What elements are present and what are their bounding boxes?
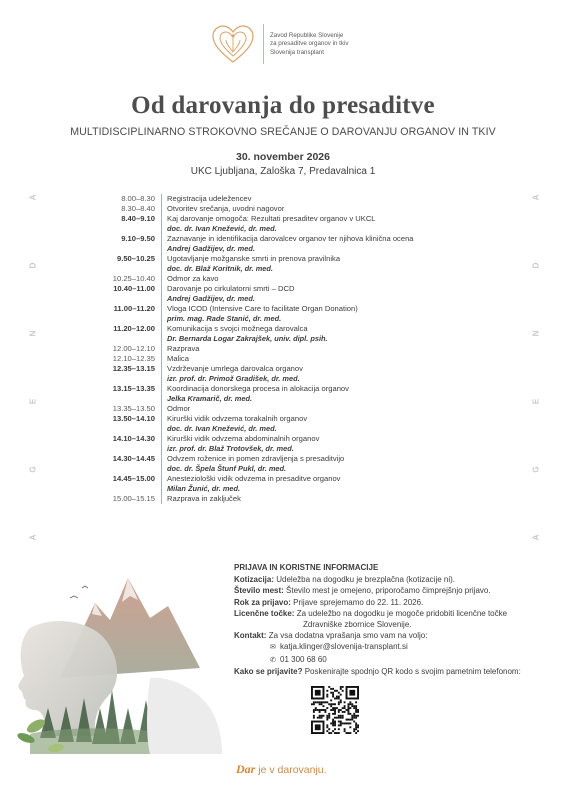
side-letter: E (531, 398, 541, 405)
illustration-woman-mountains (0, 558, 240, 758)
info-kotizacija: Kotizacija: Udeležba na dogodku je brezplačna (kotizacije ni). (234, 575, 456, 585)
event-date: 30. november 2026 (236, 151, 330, 163)
agenda-topic: Koordinacija donorskega procesa in alokacija organov (167, 384, 349, 393)
agenda-time: 14.30–14.45 (112, 454, 155, 463)
agenda-item (95, 364, 475, 384)
event-venue: UKC Ljubljana, Zaloška 7, Predavalnica 1 (190, 166, 376, 177)
agenda-time: 13.15–13.35 (112, 384, 155, 393)
agenda-topic: Vzdrževanje umrlega darovalca organov (167, 364, 303, 373)
agenda-details (162, 344, 475, 354)
agenda-speaker: doc. dr. Blaž Koritnik, dr. med. (167, 264, 273, 273)
agenda-details (162, 384, 475, 404)
agenda-details (162, 274, 475, 284)
agenda-speaker: Andrej Gadžijev, dr. med. (167, 294, 255, 303)
info-prijava: Kako se prijavite? Poskenirajte spodnjo QR kodo s svojim pametnim telefonom: (234, 666, 521, 676)
agenda-details (162, 284, 475, 304)
agenda-details (162, 354, 475, 364)
agenda-details (162, 254, 475, 274)
agenda-details (162, 404, 475, 414)
agenda-details (162, 234, 475, 254)
info-box (234, 562, 544, 677)
side-letter: G (28, 466, 38, 473)
agenda-time: 13.50–14.10 (112, 414, 155, 423)
agenda-time: 14.45–15.00 (112, 474, 155, 483)
agenda-item (95, 404, 475, 414)
slogan: Dar je v darovanju. (236, 762, 327, 776)
info-heading: PRIJAVA IN KORISTNE INFORMACIJE (234, 563, 379, 572)
agenda-time: 12.35–13.15 (112, 364, 155, 373)
agenda-speaker: izr. prof. dr. Primož Gradišek, dr. med. (167, 374, 300, 383)
agenda-details (162, 364, 475, 384)
side-letter: E (28, 398, 38, 405)
agenda-time: 10.25–10.40 (112, 274, 155, 283)
agenda-item (95, 304, 475, 324)
agenda-topic: Kirurški vidik odvzema torakalnih organov (167, 414, 308, 423)
agenda-item (95, 494, 475, 504)
agenda-topic: Malica (167, 354, 189, 363)
agenda-item (95, 254, 475, 274)
agenda-time: 8.40–9.10 (121, 214, 155, 223)
agenda-item (95, 214, 475, 234)
agenda-item (95, 274, 475, 284)
info-phone: ✆ 01 300 68 60 (234, 654, 544, 666)
side-label-right (529, 193, 543, 548)
agenda-item (95, 234, 475, 254)
envelope-icon: ✉ (270, 644, 276, 652)
agenda-details (162, 494, 475, 504)
side-letter: A (28, 194, 38, 201)
agenda-speaker: doc. dr. Ivan Knežević, dr. med. (167, 224, 277, 233)
side-letter: N (531, 330, 541, 337)
agenda-speaker: Andrej Gadžijev, dr. med. (167, 244, 255, 253)
agenda-speaker: Dr. Bernarda Logar Zakrajšek, univ. dipl. psih. (167, 334, 328, 343)
agenda-time: 8.00–8.30 (121, 194, 155, 203)
agenda-topic: Kaj darovanje omogoča: Rezultati presaditev organov v UKCL (167, 214, 376, 223)
agenda-time: 10.40–11.00 (113, 284, 155, 293)
agenda-item (95, 414, 475, 434)
agenda-topic: Vloga ICOD (Intensive Care to facilitate Organ Donation) (167, 304, 358, 313)
info-stevilo-mest: Število mest: Število mest je omejeno, priporočamo čimprejšnjo prijavo. (234, 586, 491, 596)
agenda-topic: Darovanje po cirkulatorni smrti – DCD (167, 284, 295, 293)
agenda-time: 13.35–13.50 (112, 404, 155, 413)
agenda-topic: Odvzem roženice in pomen zdravljenja s presaditvijo (167, 454, 345, 463)
agenda-details (162, 214, 475, 234)
agenda-details (162, 204, 475, 214)
agenda-item (95, 354, 475, 364)
agenda-time: 9.50–10.25 (116, 254, 155, 263)
agenda-item (95, 194, 475, 204)
agenda-speaker: Milan Žunić, dr. med. (167, 484, 241, 493)
agenda-item (95, 324, 475, 344)
agenda-item (95, 204, 475, 214)
agenda-time: 14.10–14.30 (112, 434, 155, 443)
agenda-time: 12.10–12.35 (112, 354, 155, 363)
agenda-time: 11.00–11.20 (113, 304, 155, 313)
agenda-topic: Otvoritev srečanja, uvodni nagovor (167, 204, 285, 213)
info-email: ✉ katja.klinger@slovenija-transplant.si (234, 641, 544, 653)
agenda-topic: Ugotavljanje možganske smrti in prenova pravilnika (167, 254, 341, 263)
agenda-topic: Zaznavanje in identifikacija darovalcev organov ter njihova klinična ocena (167, 234, 414, 243)
side-letter: D (28, 262, 38, 269)
agenda-time: 15.00–15.15 (112, 494, 155, 503)
agenda-speaker: Jelka Kramarič, dr. med. (167, 394, 253, 403)
agenda-list (95, 194, 475, 504)
side-letter: D (531, 262, 541, 269)
page-subtitle: MULTIDISCIPLINARNO STROKOVNO SREČANJE O DAROVANJU ORGANOV IN TKIV (70, 126, 496, 138)
agenda-topic: Anesteziološki vidik odvzema in presaditve organov (167, 474, 341, 483)
agenda-details (162, 474, 475, 494)
phone-icon: ✆ (270, 656, 276, 664)
agenda-details (162, 434, 475, 454)
heart-logo-icon (210, 22, 256, 66)
agenda-details (162, 324, 475, 344)
agenda-topic: Registracija udeležencev (167, 194, 252, 203)
side-letter: A (28, 534, 38, 541)
info-licencne-cont: Zdravniške zbornice Slovenije. (303, 620, 412, 630)
info-rok: Rok za prijavo: Prijave sprejemamo do 22. 11. 2026. (234, 597, 424, 607)
info-licencne: Licenčne točke: Za udeležbo na dogodku je mogoče pridobiti licenčne točke (234, 608, 508, 618)
page-title: Od darovanja do presaditve (131, 92, 435, 119)
qr-code[interactable] (311, 686, 359, 734)
agenda-topic: Odmor (167, 404, 191, 413)
side-letter: A (531, 194, 541, 201)
agenda-details (162, 414, 475, 434)
agenda-item (95, 384, 475, 404)
agenda-item (95, 344, 475, 354)
agenda-item (95, 454, 475, 474)
agenda-time: 11.20–12.00 (113, 324, 155, 333)
agenda-speaker: doc. dr. Ivan Knežević, dr. med. (167, 424, 277, 433)
logo-divider (263, 24, 264, 64)
org-name: Zavod Republike Slovenije za presaditve organov in tkiv Slovenija transplant (270, 32, 349, 56)
agenda-time: 9.10–9.50 (121, 234, 155, 243)
agenda-item (95, 434, 475, 454)
side-letter: G (531, 466, 541, 473)
agenda-details (162, 194, 475, 204)
agenda-time: 8.30–8.40 (121, 204, 155, 213)
agenda-item (95, 474, 475, 494)
agenda-topic: Razprava (167, 344, 200, 353)
agenda-speaker: prim. mag. Rade Stanić, dr. med. (167, 314, 282, 323)
agenda-details (162, 304, 475, 324)
info-kontakt: Kontakt: Za vsa dodatna vprašanja smo vam na voljo: (234, 631, 428, 641)
agenda-topic: Kirurški vidik odvzema abdominalnih organov (167, 434, 320, 443)
agenda-time: 12.00–12.10 (112, 344, 155, 353)
agenda-details (162, 454, 475, 474)
agenda-topic: Komunikacija s svojci možnega darovalca (167, 324, 308, 333)
agenda-topic: Razprava in zaključek (167, 494, 241, 503)
side-letter: A (531, 534, 541, 541)
agenda-speaker: izr. prof. dr. Blaž Trotovšek, dr. med. (167, 444, 294, 453)
side-letter: N (28, 330, 38, 337)
side-label-left (26, 193, 40, 548)
agenda-speaker: doc. dr. Špela Štunf Pukl, dr. med. (167, 464, 287, 473)
agenda-topic: Odmor za kavo (167, 274, 219, 283)
agenda-item (95, 284, 475, 304)
